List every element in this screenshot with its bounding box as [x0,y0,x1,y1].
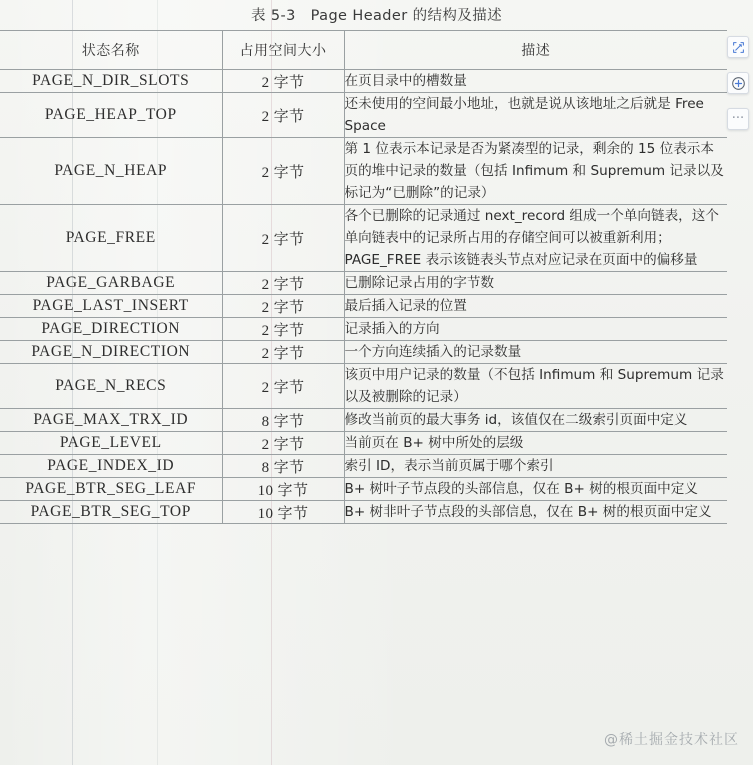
cell-description: B+ 树非叶子节点段的头部信息，仅在 B+ 树的根页面中定义 [344,501,727,524]
cell-state-name: PAGE_HEAP_TOP [0,93,222,138]
table-body [0,70,727,524]
cell-size: 8 字节 [222,455,344,478]
cell-size: 2 字节 [222,295,344,318]
cell-size: 2 字节 [222,432,344,455]
table-container [0,30,727,758]
cell-state-name: PAGE_N_DIRECTION [0,341,222,364]
image-crop-icon[interactable] [727,36,749,58]
table-row [0,272,727,295]
cell-description: 各个已删除的记录通过 next_record 组成一个单向链表，这个单向链表中的记录所占用的存储空间可以被重新利用；PAGE_FREE 表示该链表头节点对应记录在页面中的偏移量 [344,205,727,272]
cell-description: 索引 ID，表示当前页属于哪个索引 [344,455,727,478]
table-row [0,341,727,364]
cell-size: 2 字节 [222,70,344,93]
table-row [0,70,727,93]
cell-description: 记录插入的方向 [344,318,727,341]
cell-size: 2 字节 [222,364,344,409]
watermark-text: @稀土掘金技术社区 [604,732,739,748]
cell-size: 2 字节 [222,93,344,138]
cell-state-name: PAGE_INDEX_ID [0,455,222,478]
table-row [0,364,727,409]
zoom-in-icon[interactable] [727,72,749,94]
table-row [0,93,727,138]
cell-state-name: PAGE_N_DIR_SLOTS [0,70,222,93]
cell-description: 第 1 位表示本记录是否为紧凑型的记录，剩余的 15 位表示本页的堆中记录的数量（包括 Infimum 和 Supremum 记录以及标记为“已删除”的记录） [344,138,727,205]
cell-state-name: PAGE_BTR_SEG_TOP [0,501,222,524]
cell-size: 2 字节 [222,272,344,295]
cell-description: 该页中用户记录的数量（不包括 Infimum 和 Supremum 记录以及被删除的记录） [344,364,727,409]
cell-size: 2 字节 [222,205,344,272]
cell-state-name: PAGE_N_HEAP [0,138,222,205]
cell-description: 已删除记录占用的字节数 [344,272,727,295]
table-row [0,478,727,501]
table-caption [0,4,753,25]
table-header-row [0,31,727,70]
cell-size: 2 字节 [222,138,344,205]
cell-size: 10 字节 [222,501,344,524]
more-options-icon[interactable] [727,108,749,130]
table-row [0,432,727,455]
table-row [0,455,727,478]
cell-size: 2 字节 [222,341,344,364]
cell-description: 还未使用的空间最小地址，也就是说从该地址之后就是 Free Space [344,93,727,138]
cell-description: 修改当前页的最大事务 id，该值仅在二级索引页面中定义 [344,409,727,432]
column-header-size: 占用空间大小 [222,31,344,70]
cell-description: 一个方向连续插入的记录数量 [344,341,727,364]
table-row [0,205,727,272]
table-row [0,295,727,318]
cell-state-name: PAGE_GARBAGE [0,272,222,295]
cell-size: 10 字节 [222,478,344,501]
cell-state-name: PAGE_BTR_SEG_LEAF [0,478,222,501]
cell-description: 当前页在 B+ 树中所处的层级 [344,432,727,455]
table-row [0,501,727,524]
cell-description: B+ 树叶子节点段的头部信息，仅在 B+ 树的根页面中定义 [344,478,727,501]
cell-description: 最后插入记录的位置 [344,295,727,318]
column-header-description: 描述 [344,31,727,70]
cell-state-name: PAGE_DIRECTION [0,318,222,341]
table-header [0,31,727,70]
table-row [0,138,727,205]
cell-state-name: PAGE_LAST_INSERT [0,295,222,318]
page-header-structure-table [0,30,727,524]
column-header-state-name: 状态名称 [0,31,222,70]
cell-state-name: PAGE_LEVEL [0,432,222,455]
table-row [0,409,727,432]
cell-description: 在页目录中的槽数量 [344,70,727,93]
cell-state-name: PAGE_MAX_TRX_ID [0,409,222,432]
cell-state-name: PAGE_FREE [0,205,222,272]
caption-text: 表 5-3 Page Header 的结构及描述 [250,8,502,24]
more-options-label: ··· [731,111,745,126]
cell-size: 8 字节 [222,409,344,432]
floating-image-toolbar[interactable] [727,36,751,130]
table-row [0,318,727,341]
cell-size: 2 字节 [222,318,344,341]
cell-state-name: PAGE_N_RECS [0,364,222,409]
